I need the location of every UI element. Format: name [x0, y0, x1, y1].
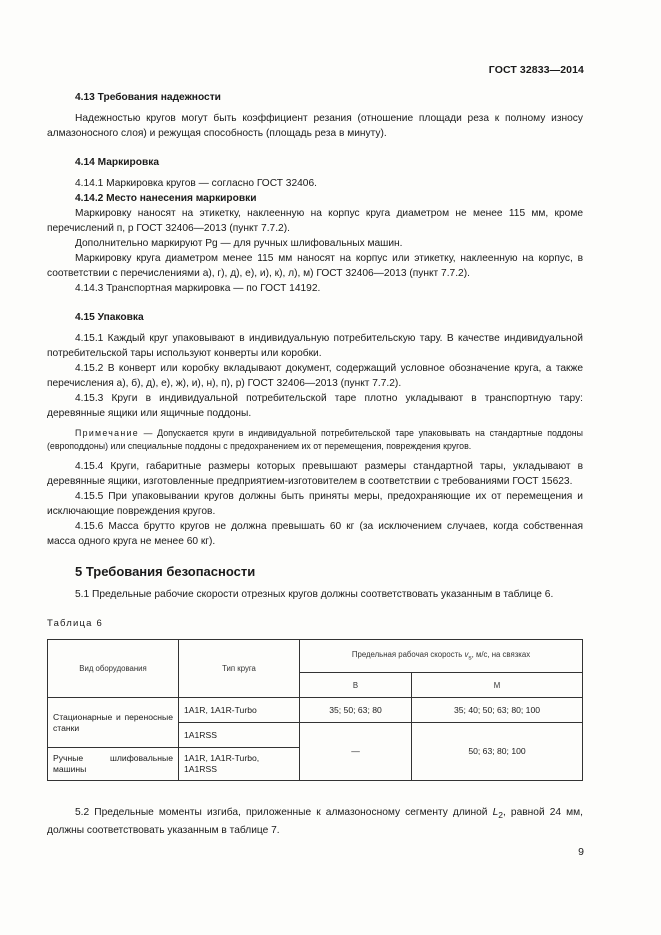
section-4-14-heading: 4.14 Маркировка — [75, 157, 159, 168]
cell-wheel-type: 1A1R, 1A1R-Turbo — [179, 698, 300, 723]
para-4-15-5: 4.15.5 При упаковывании кругов должны быть приняты меры, предохраняющие их от перемещения и исключающие повреждения кругов. — [47, 491, 583, 517]
table-row — [48, 698, 583, 723]
page-number: 9 — [578, 846, 584, 858]
table-6 — [47, 639, 583, 781]
col-header-bond-m: M — [412, 673, 583, 698]
note-text: — Допускается круги в индивидуальной потребительской таре упаковывать на стандартные поддоны (европоддоны) или специальные поддоны с предохранением их от перемещения, повреждения кругов. — [47, 428, 583, 451]
cell-speed-b: 35; 50; 63; 80 — [300, 698, 412, 723]
cell-wheel-type: 1A1R, 1A1R-Turbo, 1A1RSS — [179, 748, 300, 781]
para-4-14-2-c: Маркировку круга диаметром менее 115 мм наносят на корпус или этикетку, наклеенную на корпус, в соответствии с перечислениями а), г), д), е), и), к), л), м) ГОСТ 32406—2013 (пункт 7.7.2). — [47, 253, 583, 279]
para-4-14-1: 4.14.1 Маркировка кругов — согласно ГОСТ 32406. — [75, 178, 317, 189]
note-label: Примечание — [75, 428, 139, 438]
section-5-heading: 5 Требования безопасности — [75, 564, 256, 579]
note-4-15-3 — [47, 427, 583, 453]
para-5-2: 5.2 Предельные моменты изгиба, приложенные к алмазоносному сегменту длиной $L_2$, равной 24 мм, должны соответствовать указанным в таблице 7. — [47, 807, 584, 837]
para-5-1: 5.1 Предельные рабочие скорости отрезных кругов должны соответствовать указанным в таблице 6. — [75, 589, 554, 600]
cell-equipment: Ручные шлифовальные машины — [48, 748, 179, 781]
para-4-15-2: 4.15.2 В конверт или коробку вкладывают документ, содержащий условное обозначение круга, а также перечисления а), б), д), е), ж), и), н), п), р) ГОСТ 32406—2013 (пункт 7.7.2). — [47, 363, 583, 389]
cell-speed-m: 50; 63; 80; 100 — [412, 723, 583, 781]
col-header-speed: Предельная рабочая скорость $v_s$, м/с, на связках — [300, 640, 583, 673]
section-4-13-text: Надежностью кругов могут быть коэффициент резания (отношение площади реза к полному износу алмазоносного слоя) и режущая способность (площадь реза в минуту). — [47, 113, 583, 139]
section-4-13-heading: 4.13 Требования надежности — [75, 92, 221, 103]
para-4-14-2-a: Маркировку наносят на этикетку, наклеенную на корпус круга диаметром не менее 115 мм, кроме перечислений п, р ГОСТ 32406—2013 (пункт 7.7.2). — [47, 208, 583, 234]
col-header-bond-b: B — [300, 673, 412, 698]
para-4-14-2-b: Дополнительно маркируют Pg — для ручных шлифовальных машин. — [75, 238, 403, 249]
para-4-15-1: 4.15.1 Каждый круг упаковывают в индивидуальную потребительскую тару. В качестве индивидуальной потребительской тары используют конверты или коробки. — [47, 333, 583, 359]
cell-speed-b: — — [300, 723, 412, 781]
cell-wheel-type: 1A1RSS — [179, 723, 300, 748]
para-4-14-3: 4.14.3 Транспортная маркировка — по ГОСТ 14192. — [75, 283, 321, 294]
col-header-equipment: Вид оборудования — [48, 640, 179, 698]
section-4-14-2-heading: 4.14.2 Место нанесения маркировки — [75, 193, 257, 204]
col-header-wheel-type: Тип круга — [179, 640, 300, 698]
para-4-15-4: 4.15.4 Круги, габаритные размеры которых превышают размеры стандартной тары, укладывают в деревянные ящики, изготовленные предприятием-изготовителем в соответствии с требованиями ГОСТ 15623. — [47, 461, 583, 487]
cell-equipment: Стационарные и переносные станки — [48, 698, 179, 748]
para-4-15-3: 4.15.3 Круги в индивидуальной потребительской таре плотно укладывают в транспортную тару: деревянные ящики или ящичные поддоны. — [47, 393, 583, 419]
page-content — [47, 90, 583, 838]
standard-code: ГОСТ 32833—2014 — [488, 64, 584, 76]
cell-speed-m: 35; 40; 50; 63; 80; 100 — [412, 698, 583, 723]
para-4-15-6: 4.15.6 Масса брутто кругов не должна превышать 60 кг (за исключением случаев, когда собственная масса одного круга не менее 60 кг). — [47, 521, 583, 547]
table-6-caption: Таблица 6 — [47, 618, 103, 629]
section-4-15-heading: 4.15 Упаковка — [75, 312, 144, 323]
